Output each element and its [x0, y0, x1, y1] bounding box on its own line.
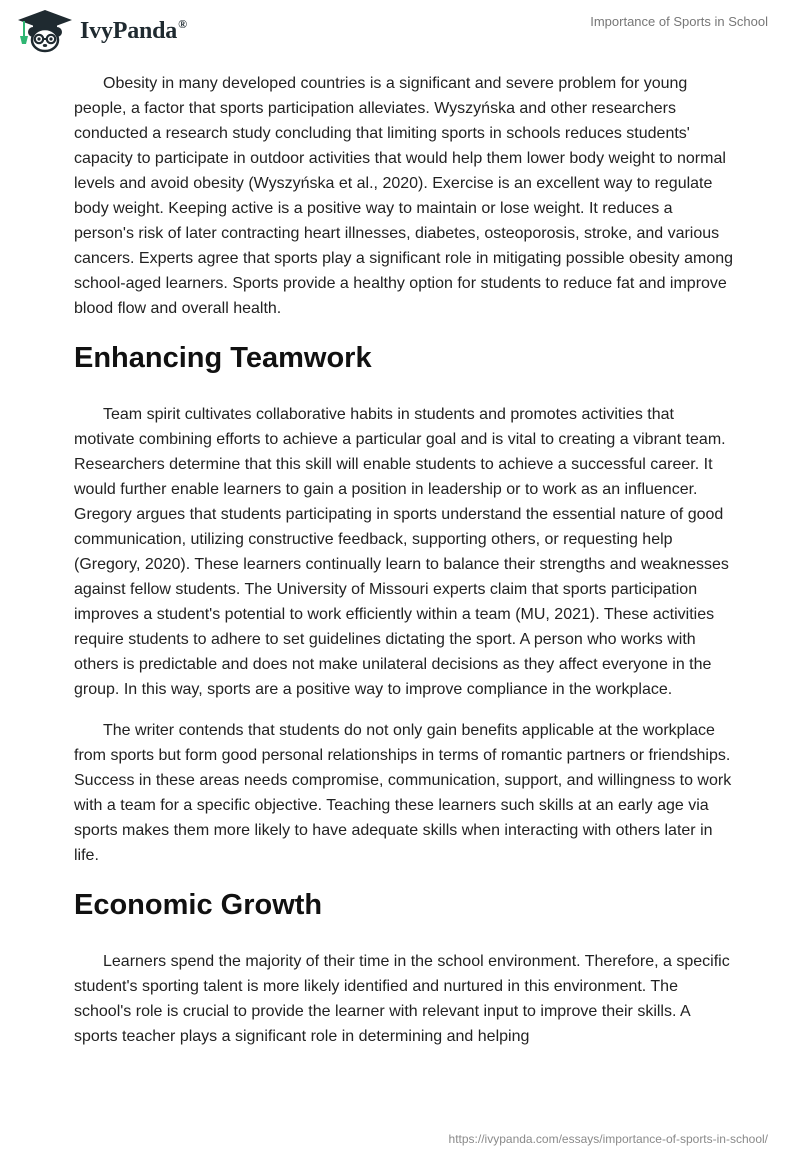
brand-logo[interactable] — [14, 8, 187, 54]
panda-graduate-icon — [14, 8, 76, 54]
document-title: Importance of Sports in School — [590, 14, 768, 29]
article-body — [74, 71, 734, 1065]
footer-url[interactable]: https://ivypanda.com/essays/importance-of-sports-in-school/ — [448, 1132, 768, 1146]
paragraph: The writer contends that students do not only gain benefits applicable at the workplace from sports but form good personal relationships in terms of romantic partners or friendships. Success in these areas needs compromise, communication, support, and willingness to work with a team for a specific objective. Teaching these learners such skills at an early age via sports makes them more likely to have adequate skills when interacting with others later in life. — [74, 722, 732, 864]
page-header — [0, 0, 800, 64]
paragraph: Learners spend the majority of their time in the school environment. Therefore, a specific student's sporting talent is more likely identified and nurtured in this environment. The school's role is crucial to provide the learner with relevant input to improve their skills. A sports teacher plays a significant role in determining and helping — [74, 953, 730, 1045]
section-heading-teamwork: Enhancing Teamwork — [74, 342, 372, 374]
section-heading-economic-growth: Economic Growth — [74, 889, 323, 921]
brand-name: IvyPanda® — [80, 17, 187, 44]
paragraph: Obesity in many developed countries is a significant and severe problem for young people, a factor that sports participation alleviates. Wyszyńska and other researchers conducted a research study concluding that limiting sports in schools reduces students' capacity to participate in outdoor activities that would help them lower body weight to normal levels and avoid obesity (Wyszyńska et al., 2020). Exercise is an excellent way to regulate body weight. Keeping active is a positive way to maintain or lose weight. It reduces a person's risk of later contracting heart illnesses, diabetes, osteoporosis, stroke, and various cancers. Experts agree that sports play a significant role in mitigating possible obesity among school-aged learners. Sports provide a healthy option for students to reduce fat and improve blood flow and overall health. — [74, 75, 734, 317]
paragraph: Team spirit cultivates collaborative habits in students and promotes activities that motivate combining efforts to achieve a particular goal and is vital to creating a vibrant team. Researchers determine that this skill will enable students to achieve a successful career. It would further enable learners to gain a position in leadership or to work as an influencer. Gregory argues that students participating in sports understand the essential nature of good communication, utilizing constructive feedback, supporting others, or requesting help (Gregory, 2020). These learners continually learn to balance their strengths and weaknesses against fellow students. The University of Missouri experts claim that sports participation improves a student's potential to work efficiently within a team (MU, 2021). These activities require students to adhere to set guidelines dictating the sport. A person who works with others is predictable and does not make unilateral decisions as they affect everyone in the group. In this way, sports are a positive way to improve compliance in the workplace. — [74, 406, 729, 698]
registered-mark: ® — [178, 17, 187, 31]
